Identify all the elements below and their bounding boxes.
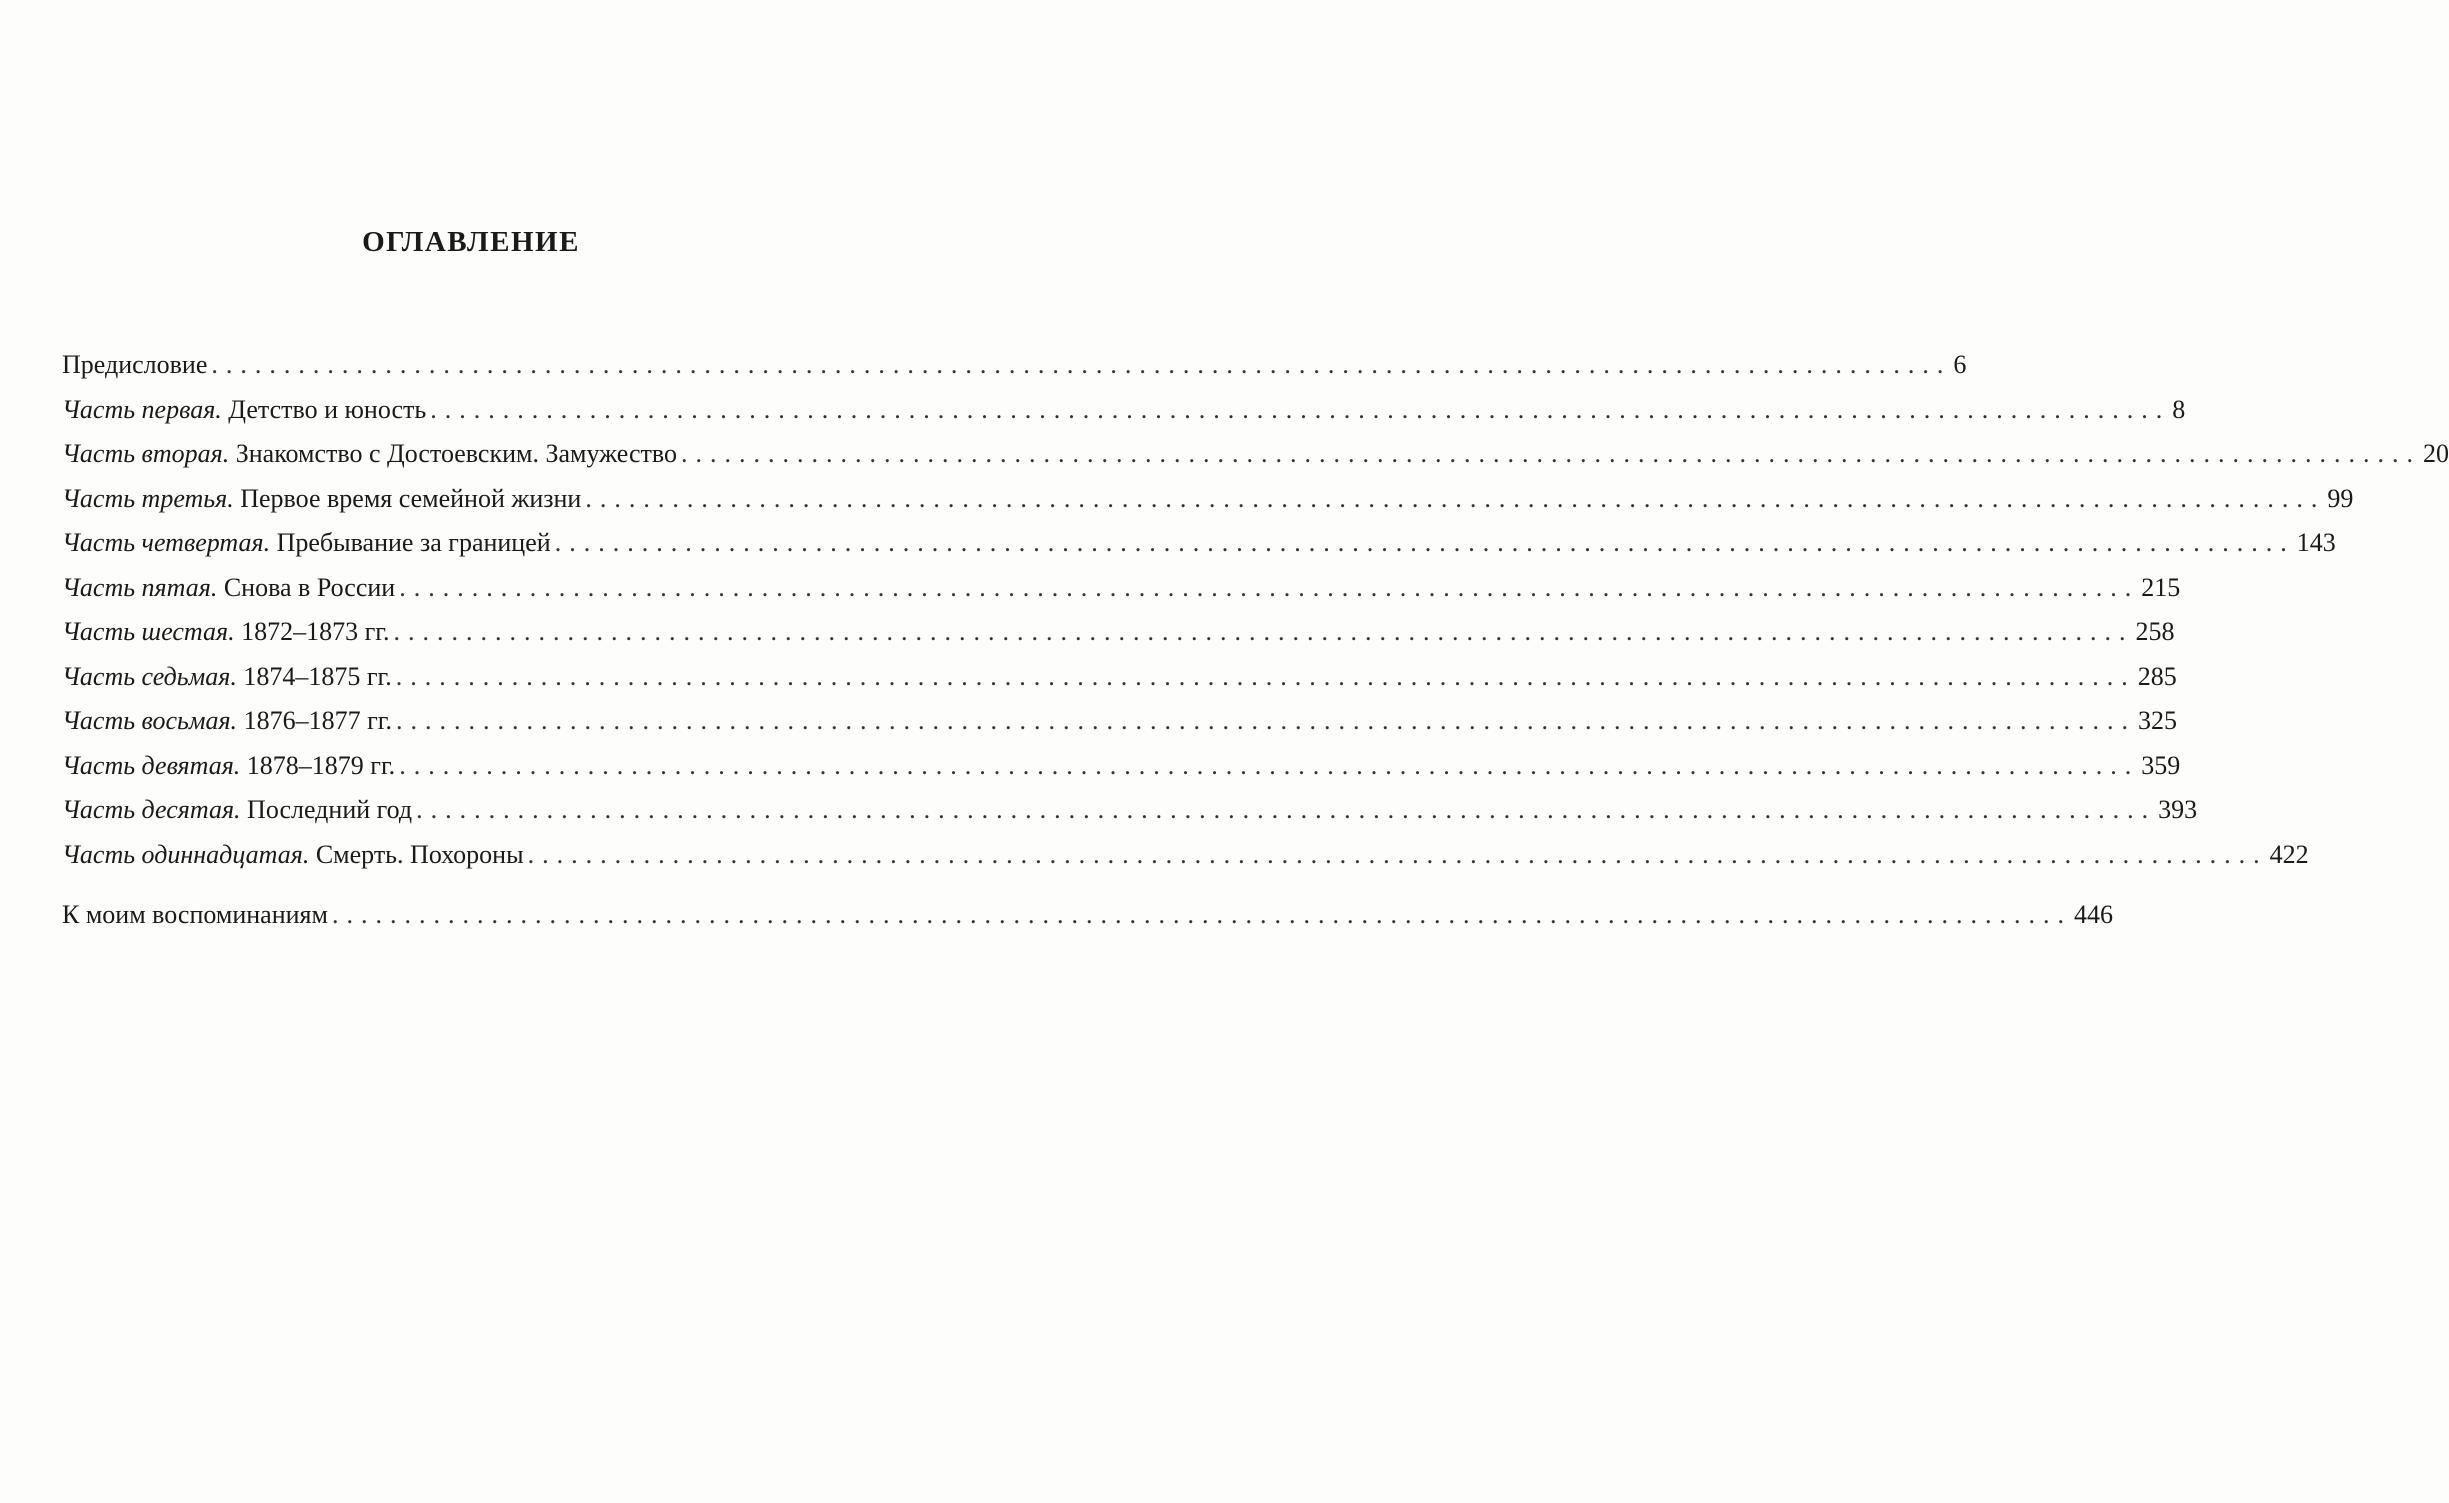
entry-title	[62, 788, 412, 833]
entry-title-text: 1872–1873 гг.	[241, 617, 390, 646]
dot-leader: ........................................................................................................................	[416, 795, 2157, 824]
toc-entry-preface	[62, 343, 1967, 388]
dot-leader: ........................................................................................................................	[211, 350, 1952, 379]
entry-title-text: Предисловие	[62, 350, 208, 379]
entry-title-text: Знакомство с Достоевским. Замужество	[235, 439, 677, 468]
entry-title	[62, 744, 395, 789]
part-label: Часть вторая.	[62, 439, 230, 468]
entry-title	[62, 699, 392, 744]
entry-title	[62, 388, 426, 433]
entry-title-text: 1876–1877 гг.	[243, 706, 392, 735]
part-label: Часть девятая.	[62, 750, 241, 780]
entry-title-text: 1874–1875 гг.	[243, 661, 392, 691]
toc-entry-part-3	[62, 477, 2354, 522]
dot-leader: ........................................................................................................................	[395, 661, 2136, 691]
dot-leader: ........................................................................................................................	[393, 617, 2134, 646]
entry-title-text: Первое время семейной жизни	[240, 483, 582, 513]
entry-title	[62, 521, 551, 566]
toc-entry-part-11	[62, 833, 2309, 878]
page-number: 325	[2137, 706, 2177, 735]
dot-leader: ........................................................................................................................	[680, 439, 2421, 468]
part-label: Часть пятая.	[62, 572, 218, 602]
entry-title	[62, 566, 395, 611]
page-number: 99	[2327, 483, 2354, 513]
part-label: Часть шестая.	[62, 617, 235, 646]
page-number: 20	[2422, 439, 2449, 468]
entry-title	[62, 432, 677, 477]
dot-leader: ........................................................................................................................	[331, 900, 2072, 929]
dot-leader: ........................................................................................................................	[554, 528, 2295, 557]
part-label: Часть одиннадцатая.	[62, 839, 310, 869]
part-label: Часть третья.	[62, 483, 234, 513]
part-label: Часть седьмая.	[62, 661, 237, 691]
toc-entry-part-1	[62, 388, 2186, 433]
entry-title-text: Снова в России	[223, 572, 396, 602]
page-number: 422	[2269, 839, 2309, 869]
dot-leader: ........................................................................................................................	[585, 483, 2326, 513]
toc-entry-part-7	[62, 655, 2177, 700]
entry-title-text: Последний год	[247, 795, 413, 824]
page-number: 143	[2296, 528, 2336, 557]
toc-entry-part-5	[62, 566, 2181, 611]
toc-entry-part-4	[62, 521, 2336, 566]
dot-leader: ........................................................................................................................	[430, 394, 2171, 424]
page-number: 446	[2073, 900, 2113, 929]
page-number: 8	[2172, 394, 2186, 424]
book-page	[62, 0, 2449, 1503]
entry-title	[62, 477, 581, 522]
toc-entry-part-6	[62, 610, 2175, 655]
table-of-contents	[62, 343, 2449, 938]
entry-title	[62, 833, 524, 878]
toc-entry-part-9	[62, 744, 2181, 789]
page-number: 6	[1953, 350, 1967, 379]
entry-title-text: К моим воспоминаниям	[62, 900, 328, 929]
entry-title	[62, 610, 390, 655]
page-title: ОГЛАВЛЕНИЕ	[362, 226, 580, 258]
part-label: Часть восьмая.	[62, 706, 238, 735]
page-number: 215	[2141, 572, 2181, 602]
dot-leader: ........................................................................................................................	[399, 750, 2140, 780]
page-number: 258	[2135, 617, 2175, 646]
toc-entry-part-2	[62, 432, 2449, 477]
part-label: Часть четвертая.	[62, 528, 271, 557]
entry-title-text: Детство и юность	[228, 394, 427, 424]
entry-title-text: 1878–1879 гг.	[246, 750, 396, 780]
entry-title	[62, 655, 392, 700]
entry-title	[62, 343, 207, 388]
part-label: Часть десятая.	[62, 795, 241, 824]
page-number: 393	[2158, 795, 2198, 824]
part-label: Часть первая.	[62, 394, 222, 424]
entry-title	[62, 893, 328, 938]
toc-entry-memoirs	[62, 893, 2113, 938]
entry-title-text: Пребывание за границей	[276, 528, 551, 557]
toc-entry-part-8	[62, 699, 2177, 744]
page-number: 285	[2137, 661, 2177, 691]
toc-entry-part-10	[62, 788, 2198, 833]
dot-leader: ........................................................................................................................	[399, 572, 2140, 602]
dot-leader: ........................................................................................................................	[395, 706, 2136, 735]
page-number: 359	[2141, 750, 2181, 780]
dot-leader: ........................................................................................................................	[527, 839, 2268, 869]
entry-title-text: Смерть. Похороны	[315, 839, 524, 869]
